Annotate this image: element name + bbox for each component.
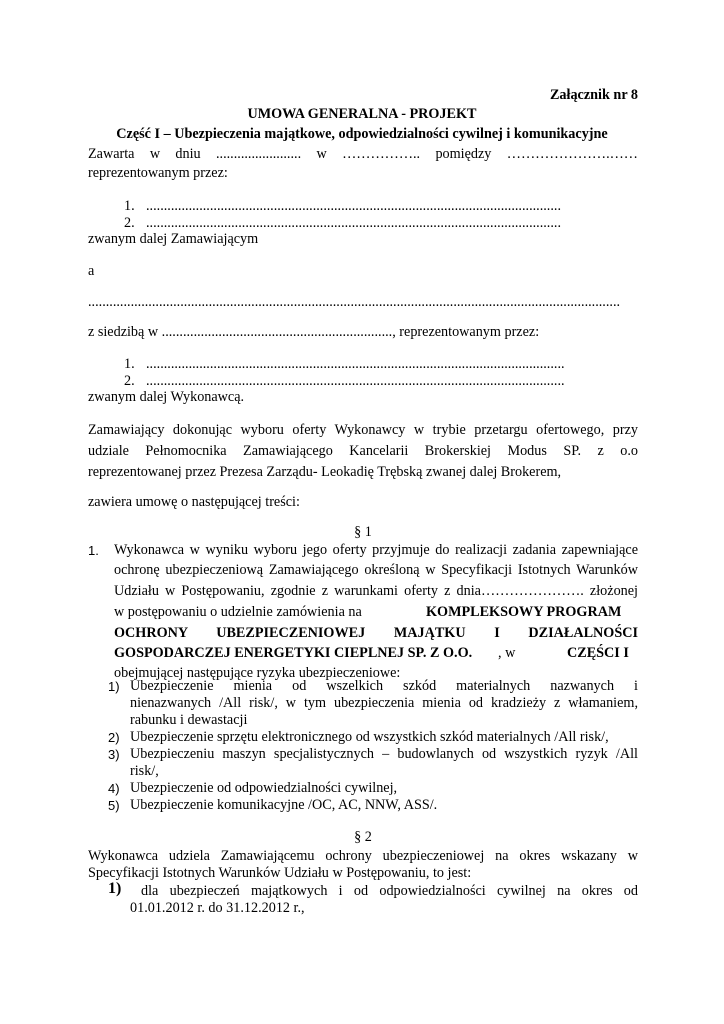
and-label: a (88, 263, 95, 279)
risk-3-line-2: risk/, (130, 763, 159, 779)
section-1-heading: § 1 (354, 524, 372, 540)
wykonawca-label: zwanym dalej Wykonawcą. (88, 389, 245, 405)
zamawiajacy-label: zwanym dalej Zamawiającym (88, 231, 259, 247)
section-1-line-6-part: CZĘŚCI I (567, 645, 629, 661)
risk-1-line-1: Ubezpieczenie mienia od wszelkich szkód materialnych nazwanych i (130, 678, 638, 694)
section-1-line-1: Wykonawca w wyniku wyboru jego oferty przyjmuje do realizacji zadania zapewniające (114, 542, 638, 558)
rep2-blank: ..................................................................................................................... (146, 215, 561, 231)
contractor-seat-line: z siedzibą w ................................................................., reprezentowanym przez: (88, 324, 540, 340)
section-1-line-6-company: GOSPODARCZEJ ENERGETYKI CIEPLNEJ SP. Z O.O. (114, 645, 473, 661)
rep1-blank: ..................................................................................................................... (146, 198, 561, 214)
rep3-number: 1. (124, 356, 135, 372)
risk-1-line-2: nienazwanych /All risk/, w tym ubezpieczenia mienia od kradzieży z włamaniem, (130, 695, 638, 711)
intro-line-1: Zamawiający dokonując wyboru oferty Wykonawcy w trybie przetargu ofertowego, przy (88, 422, 638, 438)
risk-5-line-1: Ubezpieczenie komunikacyjne /OC, AC, NNW, ASS/. (130, 797, 438, 813)
section-2-heading: § 2 (354, 829, 372, 845)
document-subtitle: Część I – Ubezpieczenia majątkowe, odpowiedzialności cywilnej i komunikacyjne (116, 126, 608, 142)
risk-3-line-1: Ubezpieczeniu maszyn specjalistycznych – budowlanych od wszystkich ryzyk /All (130, 746, 638, 762)
section-1-line-6-connector: , w (498, 645, 516, 661)
rep3-blank: ...................................................................................................................... (146, 356, 565, 372)
risk-1-number: 1) (108, 679, 120, 694)
intro-line-2: udziale Pełnomocnika Zamawiającego Kancelarii Brokerskiej Modus SP. z o.o (88, 443, 638, 459)
section-1-line-7: obejmującej następujące ryzyka ubezpieczeniowe: (114, 665, 401, 681)
rep1-number: 1. (124, 198, 135, 214)
agreement-intro: zawiera umowę o następującej treści: (88, 494, 300, 510)
rep4-number: 2. (124, 373, 135, 389)
risk-3-number: 3) (108, 747, 120, 762)
section-1-line-4-text: w postępowaniu o udzielnie zamówienia na (114, 604, 362, 620)
section-2-line-2: Specyfikacji Istotnych Warunków Udziału w Postępowaniu, to jest: (88, 865, 472, 881)
attachment-label: Załącznik nr 8 (549, 87, 638, 103)
represented-by-label: reprezentowanym przez: (88, 165, 228, 181)
section-1-item-number: 1. (88, 543, 99, 558)
risk-2-number: 2) (108, 730, 120, 745)
risk-4-line-1: Ubezpieczenie od odpowiedzialności cywilnej, (130, 780, 398, 796)
section-1-line-3: Udziału w Postępowaniu, zgodnie z warunkami oferty z dnia…………………. złożonej (114, 583, 638, 599)
section-2-item-line-2: 01.01.2012 r. do 31.12.2012 r., (130, 900, 305, 916)
risk-4-number: 4) (108, 781, 120, 796)
section-1-line-4-program: KOMPLEKSOWY PROGRAM (426, 604, 622, 620)
rep4-blank: ...................................................................................................................... (146, 373, 565, 389)
concluded-on-line: Zawarta w dniu ........................ w …………….. pomiędzy ………………….…… (88, 146, 638, 162)
document-title: UMOWA GENERALNA - PROJEKT (247, 106, 477, 122)
contractor-blank: ...................................................................................................................................................... (88, 294, 621, 310)
risk-1-line-3: rabunku i dewastacji (130, 712, 248, 728)
section-2-item-number: 1) (108, 880, 122, 897)
rep2-number: 2. (124, 215, 135, 231)
risk-5-number: 5) (108, 798, 120, 813)
section-2-line-1: Wykonawca udziela Zamawiającemu ochrony ubezpieczeniowej na okres wskazany w (88, 848, 638, 864)
intro-line-3: reprezentowanej przez Prezesa Zarządu- Leokadię Trębską zwanej dalej Brokerem, (88, 464, 562, 480)
section-2-item-line-1: dla ubezpieczeń majątkowych i od odpowiedzialności cywilnej na okres od (141, 883, 638, 899)
section-1-line-2: ochronę ubezpieczeniową Zamawiającego określoną w Specyfikacji Istotnych Warunków (114, 562, 638, 578)
section-1-line-5: OCHRONY UBEZPIECZENIOWEJ MAJĄTKU I DZIAŁALNOŚCI (114, 625, 638, 641)
risk-2-line-1: Ubezpieczenie sprzętu elektronicznego od wszystkich szkód materialnych /All risk/, (130, 729, 609, 745)
